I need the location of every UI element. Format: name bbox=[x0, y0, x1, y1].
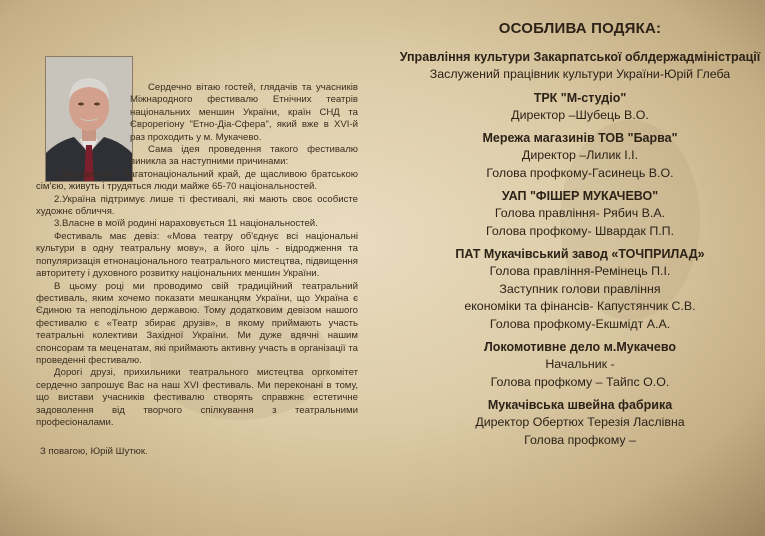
welcome-letter bbox=[36, 82, 358, 459]
sponsor-contact: Голова правління-Ремінець П.І. bbox=[489, 264, 671, 278]
sponsor-contact: Директор –Лилик І.І. bbox=[521, 148, 639, 162]
letter-paragraph: 2.Україна підтримує лише ті фестивалі, які мають своє особисте художнє обличчя. bbox=[36, 193, 358, 218]
sponsor-name: ПАТ Мукачівський завод «ТОЧПРИЛАД» bbox=[455, 247, 705, 261]
sponsor-contact: Голова правління- Рябич В.А. bbox=[494, 206, 666, 220]
sponsor-name: Мукачівська швейна фабрика bbox=[487, 398, 673, 412]
sponsor-name: УАП "ФІШЕР МУКАЧЕВО" bbox=[501, 189, 659, 203]
sponsor-contact: Заслужений працівник культури України-Юрій Глеба bbox=[429, 67, 731, 81]
sponsor-contact: Голова профкому-Гасинець В.О. bbox=[486, 165, 674, 180]
sponsor-contact: Заступник голови правління bbox=[499, 281, 661, 296]
sponsor-name: Локомотивне дело м.Мукачево bbox=[484, 340, 676, 354]
sponsor-name: Мережа магазинів ТОВ "Барва" bbox=[482, 131, 678, 145]
sponsor-contact: Директор Обертюх Терезія Ласлівна bbox=[475, 415, 685, 429]
sponsor-contact: Голова профкому- Швардак П.П. bbox=[485, 223, 675, 238]
letter-paragraph: Сердечно вітаю гостей, глядачів та учасників Міжнародного фестивалю Етнічних театрів національних меншин України, країн СНД та Єврорегіону "Етно-Діа-Сфера", який вже в XVI-й раз проходить у м. Мукачево. bbox=[130, 82, 358, 143]
sponsor-name: Управління культури Закарпатської облдержадміністрації bbox=[399, 50, 761, 64]
letter-paragraph: 1.Закарпаття - багатонаціональний край, де щасливою братською сім'єю, живуть і трудяться люди майже 65-70 національностей. bbox=[36, 168, 358, 193]
sponsor-contact: Директор –Шубець В.О. bbox=[511, 107, 649, 122]
letter-paragraph: 3.Власне в моїй родині нараховується 11 національностей. bbox=[54, 218, 318, 230]
letter-paragraph: В цьому році ми проводимо свій традиційний театральний фестиваль, яким хочемо показати мешканцям України, що Україна є Єдиною та неподільною державою. Тому додатковим девізом нашого фестивалю є «Театр збирає друзів», в якому приймають участь театральні колективи Західної України. Ми дуже вдячні нашим спонсорам та меценатам, які приймають активну участь в організації та проведенні фестивалю. bbox=[36, 280, 358, 366]
letter-signature: З повагою, Юрій Шутюк. bbox=[40, 446, 148, 458]
letter-paragraph: Дорогі друзі, прихильники театрального мистецтва оргкомітет сердечно запрошує Вас на наш XVI фестиваль. Ми переконані в тому, що вистави учасників фестивалю створять справжнє естетичне задоволення від творчого спілкування з театральними професіоналами. bbox=[36, 367, 358, 428]
sponsor-name: ТРК "М-студіо" bbox=[533, 90, 627, 105]
letter-paragraph: Сама ідея проведення такого фестивалю виникла за наступними причинами: bbox=[130, 144, 358, 168]
sponsor-contact: Голова профкому – bbox=[524, 432, 636, 447]
special-thanks-section bbox=[395, 20, 765, 449]
thanks-title: ОСОБЛИВА ПОДЯКА: bbox=[498, 20, 662, 37]
sponsor-contact: Начальник - bbox=[545, 357, 615, 371]
letter-paragraph: Фестиваль має девіз: «Мова театру об'єднує всі національні культури в одну театральну мову», а його ціль - відродження та популяризація етнонаціонального театрального мистецтва, підвищення авторитету і духовного розвитку національних меншин України. bbox=[36, 230, 358, 280]
sponsor-contact: економіки та фінансів- Капустянчик С.В. bbox=[464, 299, 696, 313]
sponsor-contact: Голова профкому-Екшмідт А.А. bbox=[489, 316, 671, 331]
sponsor-contact: Голова профкому – Тайпс О.О. bbox=[490, 374, 670, 389]
